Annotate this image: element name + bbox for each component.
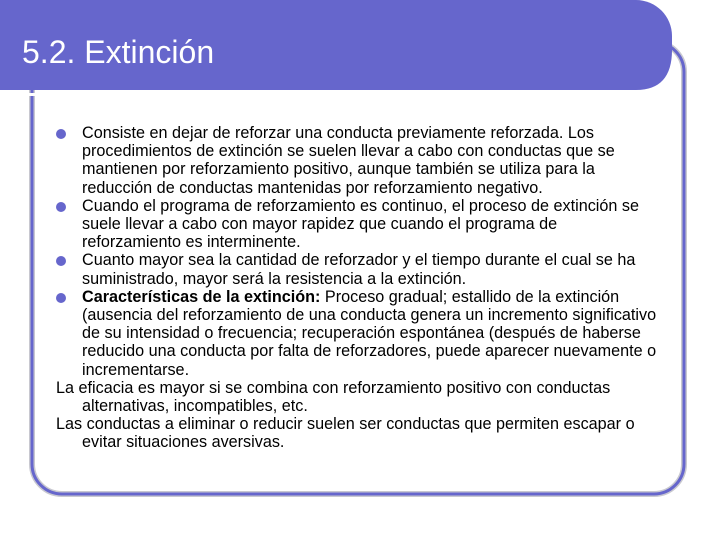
bullet-text: Cuando el programa de reforzamiento es continuo, el proceso de extinción se suele llevar a cabo con mayor rapidez que cuando el programa de reforzamiento es interminente. [82,196,639,252]
bullet-dot-icon [56,256,66,266]
bullet-bold-lead: Características de la extinción: [82,287,321,306]
bullet-text: Consiste en dejar de reforzar una conducta previamente reforzada. Los procedimientos de extinción se suelen llevar a cabo con conductas que se mantienen por reforzamiento positivo, aunque también se utiliza para la reducción de conductas mantenidas por reforzamiento negativo. [82,124,615,197]
bullet-item [56,251,660,287]
bullet-text: Proceso gradual; estallido de la extinción (ausencia del reforzamiento de una conducta genera un incremento significativo de su intensidad o frecuencia; recuperación espontánea (después de haberse reducido una conducta por falta de reforzadores, puede aparecer nuevamente o incrementarse. [82,287,657,379]
bullet-item [56,197,660,252]
paragraph: Las conductas a eliminar o reducir suelen ser conductas que permiten escapar o evitar situaciones aversivas. [56,415,635,452]
bullet-text: Cuanto mayor sea la cantidad de reforzador y el tiempo durante el cual se ha suministrado, mayor será la resistencia a la extinción. [82,251,636,288]
slide-content [56,124,660,452]
bullet-dot-icon [56,202,66,212]
bullet-dot-icon [56,293,66,303]
bullet-item [56,288,660,379]
slide-title: 5.2. Extinción [22,34,215,70]
bullet-dot-icon [56,129,66,139]
paragraph: La eficacia es mayor si se combina con reforzamiento positivo con conductas alternativas, incompatibles, etc. [56,378,611,416]
header-rule [0,93,636,96]
bullet-item [56,124,660,197]
